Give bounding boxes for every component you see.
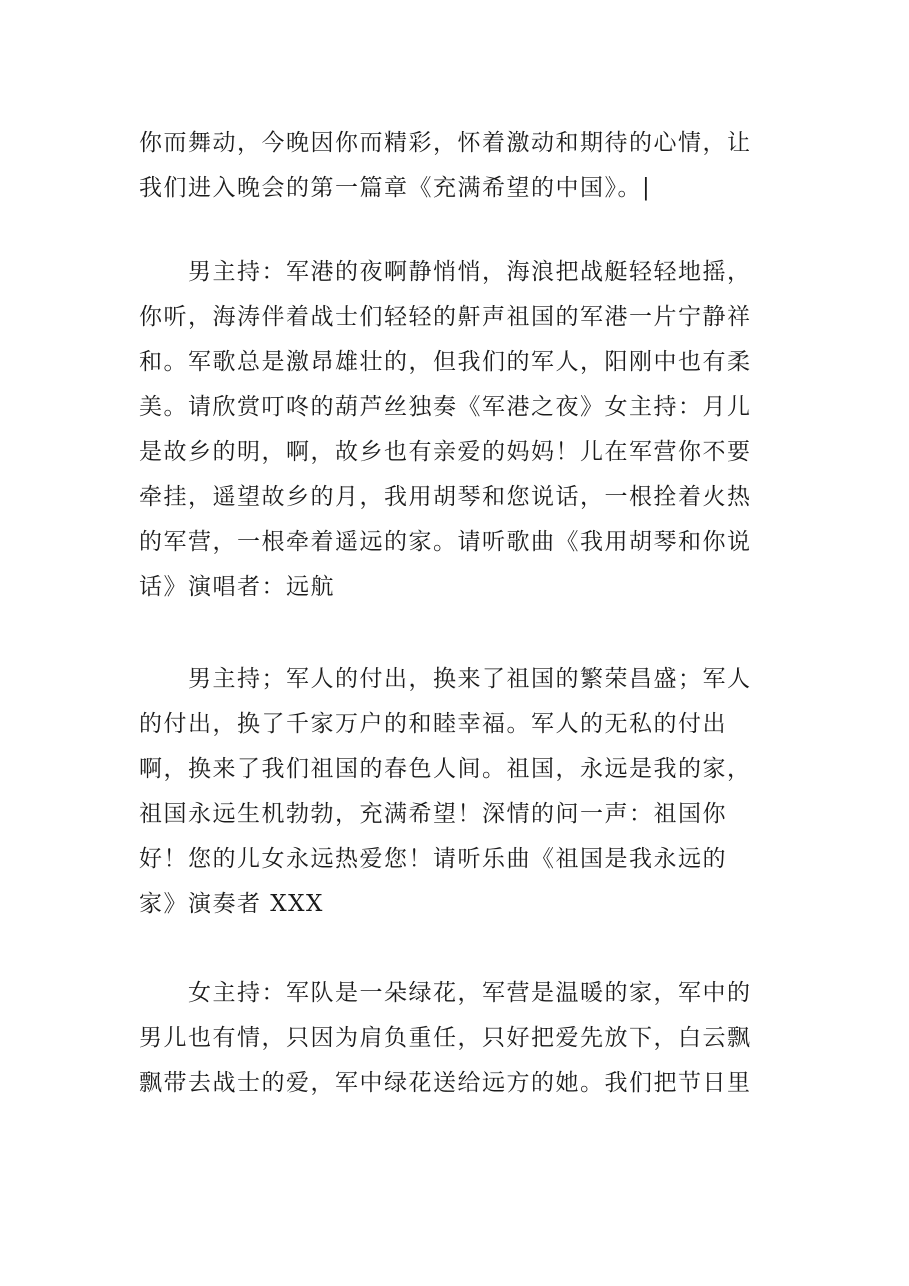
paragraph-line: 家》演奏者 XXX [139,891,324,917]
paragraph-line: 你而舞动，今晚因你而精彩，怀着激动和期待的心情，让 [139,130,752,156]
paragraph-line: 男主持；军人的付出，换来了祖国的繁荣昌盛；军人 [139,666,752,692]
paragraph-line: 祖国永远生机勃勃，充满希望！深情的问一声：祖国你 [139,801,727,827]
paragraph-line: 男儿也有情，只因为肩负重任，只好把爱先放下，白云飘 [139,1025,752,1051]
paragraph-line: 飘带去战士的爱，军中绿花送给远方的她。我们把节日里 [139,1070,752,1096]
paragraph-line: 男主持：军港的夜啊静悄悄，海浪把战艇轻轻地摇， [139,259,752,285]
paragraph-line: 和。军歌总是激昂雄壮的，但我们的军人，阳刚中也有柔 [139,349,752,375]
paragraph-3 [139,657,753,927]
paragraph-line: 话》演唱者：远航 [139,574,335,600]
paragraph-line: 是故乡的明，啊，故乡也有亲爱的妈妈！儿在军营你不要 [139,439,752,465]
paragraph-1 [139,121,753,211]
paragraph-line: 啊，换来了我们祖国的春色人间。祖国，永远是我的家， [139,756,752,782]
paragraph-line: 我们进入晚会的第一篇章《充满希望的中国》。| [139,175,652,201]
paragraph-line: 你听，海涛伴着战士们轻轻的鼾声祖国的军港一片宁静祥 [139,304,752,330]
paragraph-line: 的付出，换了千家万户的和睦幸福。军人的无私的付出 [139,711,727,737]
paragraph-line: 牵挂，遥望故乡的月，我用胡琴和您说话，一根拴着火热 [139,484,752,510]
paragraph-line: 美。请欣赏叮咚的葫芦丝独奏《军港之夜》女主持：月儿 [139,394,752,420]
paragraph-line: 好！您的儿女永远热爱您！请听乐曲《祖国是我永远的 [139,846,727,872]
paragraph-4 [139,971,753,1106]
paragraph-line: 女主持：军队是一朵绿花，军营是温暖的家，军中的 [139,980,752,1006]
paragraph-2 [139,250,753,610]
paragraph-line: 的军营，一根牵着遥远的家。请听歌曲《我用胡琴和你说 [139,529,752,555]
